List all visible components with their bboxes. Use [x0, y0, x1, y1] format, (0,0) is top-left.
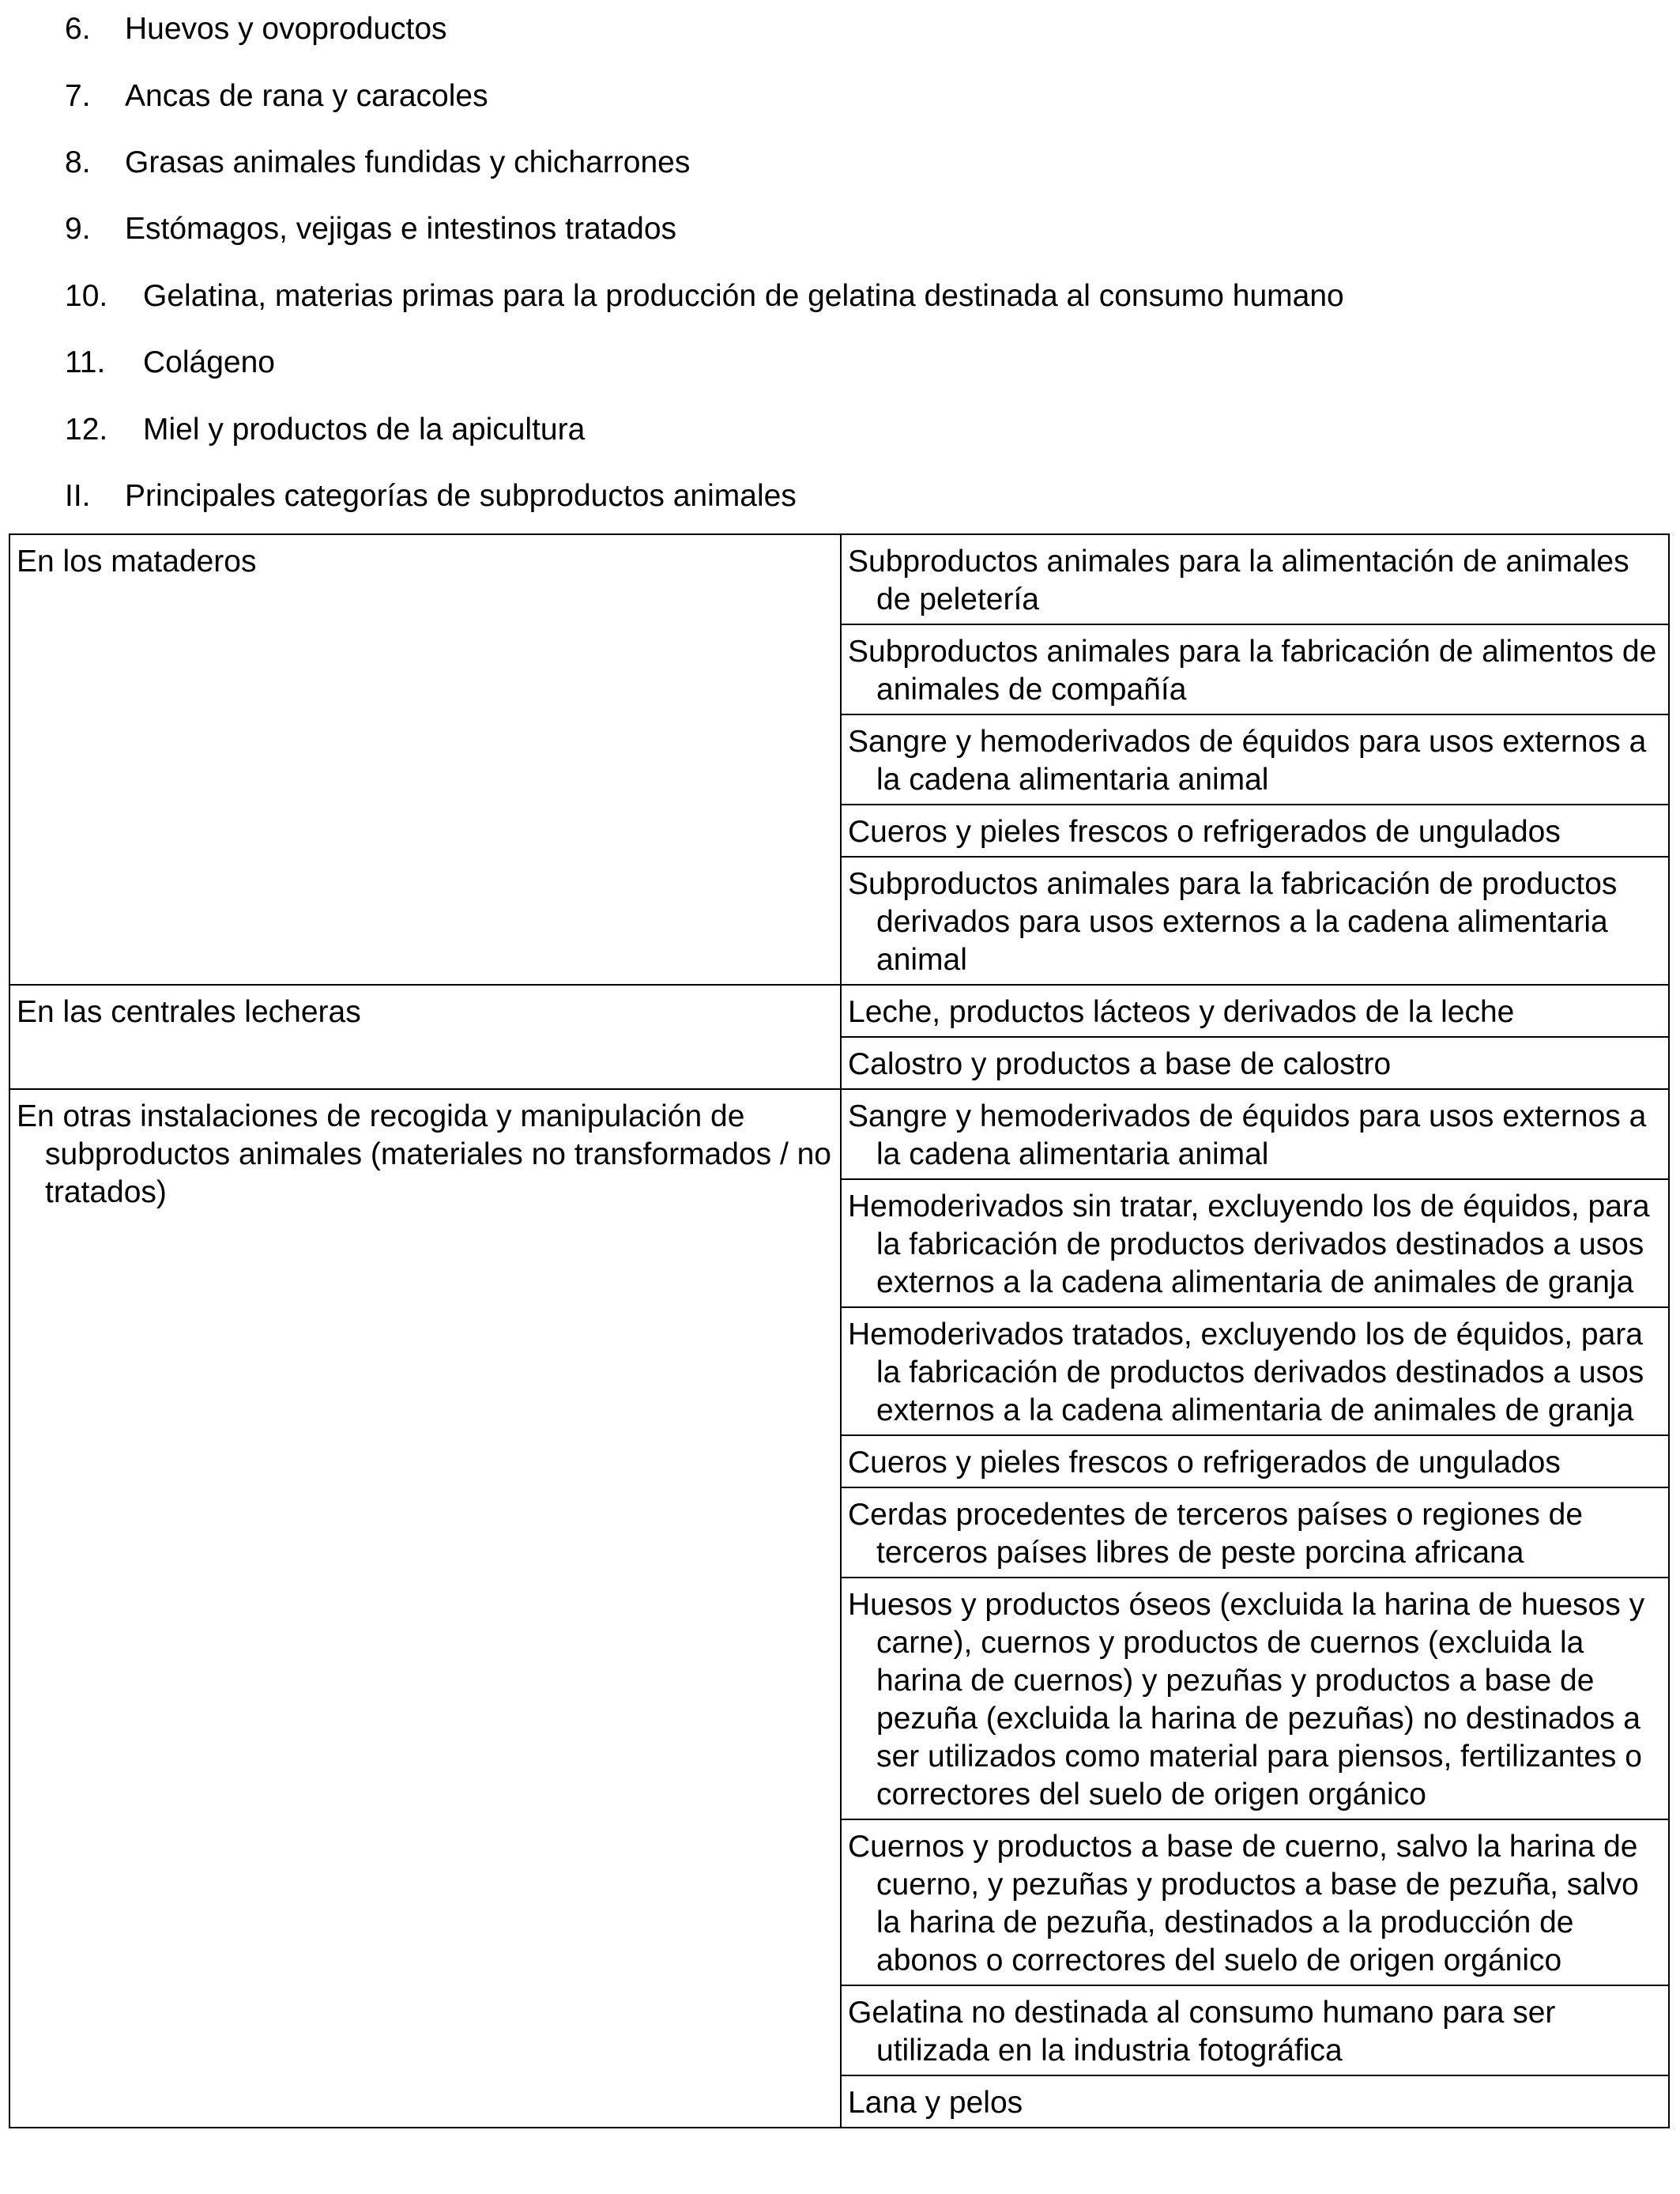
product-cell	[841, 2075, 1669, 2128]
product-cell	[841, 714, 1669, 805]
list-item-number: 10.	[65, 279, 108, 313]
list-item-number: 7.	[65, 79, 91, 113]
product-cell	[841, 1487, 1669, 1578]
list-item-number: 11.	[65, 345, 106, 379]
location-text: En otras instalaciones de recogida y manipulación de subproductos animales (materiales no transformados / no tratados)	[17, 1099, 831, 1209]
product-text: Cueros y pieles frescos o refrigerados de ungulados	[848, 815, 1561, 849]
product-text: Cerdas procedentes de terceros países o regiones de terceros países libres de peste porcina africana	[848, 1498, 1584, 1570]
list-item-number: 6.	[65, 12, 91, 46]
list-item-text: Grasas animales fundidas y chicharrones	[125, 145, 691, 179]
product-text: Cueros y pieles frescos o refrigerados de ungulados	[848, 1446, 1561, 1480]
product-text: Hemoderivados sin tratar, excluyendo los de équidos, para la fabricación de productos derivados destinados a usos externos a la cadena alimentaria de animales de granja	[848, 1189, 1650, 1299]
product-cell	[841, 1435, 1669, 1487]
product-text: Subproductos animales para la fabricación de productos derivados para usos externos a la cadena alimentaria animal	[848, 867, 1618, 977]
product-text: Sangre y hemoderivados de équidos para usos externos a la cadena alimentaria animal	[848, 725, 1647, 797]
table-row	[9, 534, 1669, 624]
location-text: En las centrales lecheras	[17, 995, 361, 1029]
product-text: Calostro y productos a base de calostro	[848, 1047, 1392, 1081]
list-item-text: Colágeno	[143, 345, 275, 379]
table-row	[9, 985, 1669, 1037]
product-text: Cuernos y productos a base de cuerno, salvo la harina de cuerno, y pezuñas y productos a base de pezuña, salvo la harina de pezuña, destinados a la producción de abonos o correctores del suelo de origen orgánico	[848, 1830, 1639, 1977]
product-cell	[841, 857, 1669, 985]
table-row	[9, 1089, 1669, 1179]
product-cell	[841, 985, 1669, 1037]
list-item-text: Gelatina, materias primas para la producción de gelatina destinada al consumo humano	[143, 279, 1344, 313]
subproducts-table	[9, 533, 1670, 2128]
list-item-text: Huevos y ovoproductos	[125, 12, 447, 46]
product-cell	[841, 805, 1669, 857]
product-text: Lana y pelos	[848, 2086, 1023, 2120]
location-text: En los mataderos	[17, 545, 257, 579]
product-text: Gelatina no destinada al consumo humano para ser utilizada en la industria fotográfica	[848, 1996, 1556, 2068]
product-cell	[841, 534, 1669, 624]
product-text: Subproductos animales para la alimentación de animales de peletería	[848, 545, 1629, 616]
product-cell	[841, 1179, 1669, 1307]
list-item-text: Ancas de rana y caracoles	[125, 79, 488, 113]
product-text: Sangre y hemoderivados de équidos para usos externos a la cadena alimentaria animal	[848, 1099, 1647, 1171]
list-item-text: Miel y productos de la apicultura	[143, 413, 586, 447]
list-item-text: Estómagos, vejigas e intestinos tratados	[125, 212, 677, 246]
location-cell	[9, 1089, 841, 2128]
product-text: Hemoderivados tratados, excluyendo los de équidos, para la fabricación de productos derivados destinados a usos externos a la cadena alimentaria de animales de granja	[848, 1318, 1644, 1427]
product-cell	[841, 1578, 1669, 1819]
list-item-number: 9.	[65, 212, 91, 246]
product-cell	[841, 624, 1669, 714]
product-cell	[841, 1985, 1669, 2075]
product-cell	[841, 1089, 1669, 1179]
location-cell	[9, 534, 841, 985]
product-cell	[841, 1037, 1669, 1089]
product-text: Leche, productos lácteos y derivados de la leche	[848, 995, 1515, 1029]
section-number: II.	[65, 479, 91, 513]
list-item-number: 12.	[65, 413, 108, 447]
product-text: Subproductos animales para la fabricación de alimentos de animales de compañía	[848, 635, 1657, 707]
list-item-number: 8.	[65, 145, 91, 179]
product-text: Huesos y productos óseos (excluida la harina de huesos y carne), cuernos y productos de cuernos (excluida la harina de cuernos) y pezuñas y productos a base de pezuña (excluida la harina de pezuñas) no destinados a ser utilizados como material para piensos, fertilizantes o correctores del suelo de origen orgánico	[848, 1588, 1645, 1811]
location-cell	[9, 985, 841, 1089]
product-cell	[841, 1307, 1669, 1435]
section-title: Principales categorías de subproductos animales	[125, 479, 797, 513]
product-cell	[841, 1819, 1669, 1985]
